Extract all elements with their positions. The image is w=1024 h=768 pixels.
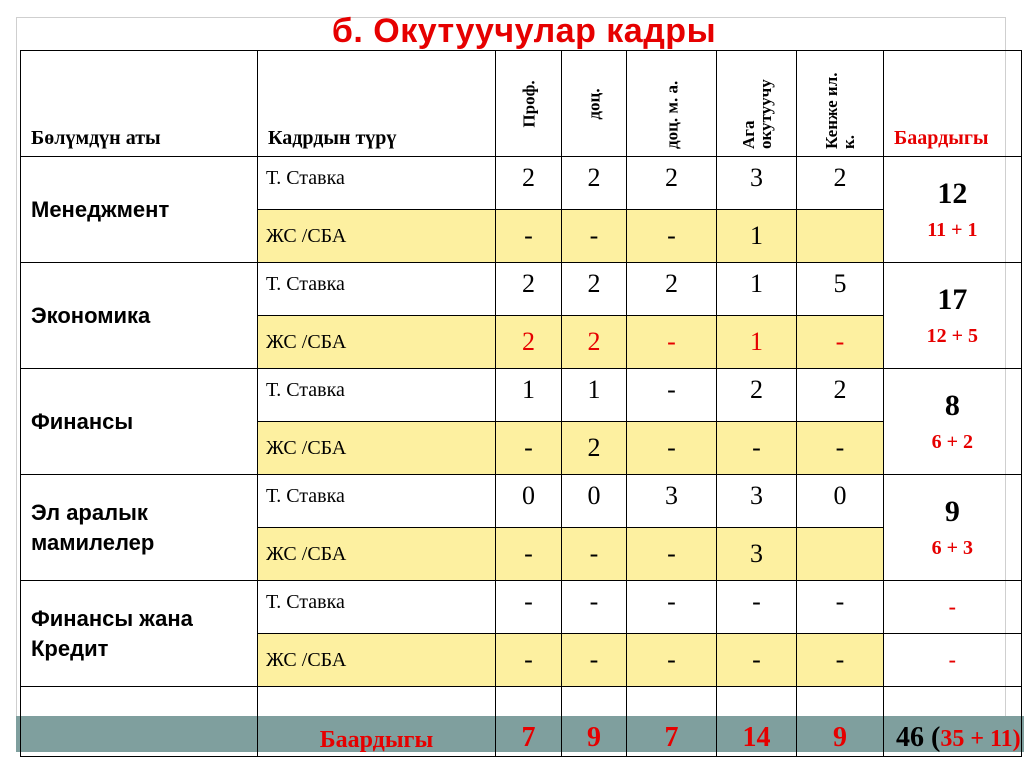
value-cell: 3 — [717, 528, 797, 581]
summary-label: Баардыгы — [258, 687, 496, 757]
header-kenje-cell — [797, 51, 884, 157]
value-cell: - — [797, 581, 884, 634]
value-cell: 1 — [562, 369, 627, 422]
type-label: Т. Ставка — [258, 157, 496, 210]
value-cell: - — [496, 634, 562, 687]
value-cell: - — [797, 634, 884, 687]
header-total: Баардыгы — [884, 51, 1022, 157]
summary-empty-cell — [21, 687, 258, 757]
value-cell: - — [717, 581, 797, 634]
dept-total: 17 — [937, 283, 968, 316]
value-cell: 3 — [717, 157, 797, 210]
type-label: Т. Ставка — [258, 263, 496, 316]
table-row — [21, 369, 1022, 422]
grand-total-breakdown: 35 + 11) — [940, 726, 1021, 752]
table-row — [21, 581, 1022, 634]
value-cell: - — [797, 422, 884, 475]
value-cell: 2 — [627, 157, 717, 210]
dept-total: 9 — [944, 495, 960, 528]
dept-total-cell — [884, 263, 1022, 369]
value-cell: 2 — [562, 157, 627, 210]
dept-total-cell — [884, 369, 1022, 475]
header-aga: Ага окутуучу — [738, 79, 775, 149]
value-cell: 2 — [562, 422, 627, 475]
value-cell: 2 — [797, 369, 884, 422]
type-label: ЖС /СБА — [258, 422, 496, 475]
value-cell: - — [562, 581, 627, 634]
value-cell: - — [627, 369, 717, 422]
summary-value: 7 — [496, 687, 562, 757]
type-label: ЖС /СБА — [258, 528, 496, 581]
summary-value: 7 — [627, 687, 717, 757]
value-cell: - — [496, 528, 562, 581]
slide-title: б. Окутуучулар кадры — [331, 12, 717, 50]
summary-value: 9 — [797, 687, 884, 757]
dept-breakdown: 6 + 2 — [931, 431, 974, 453]
type-label: Т. Ставка — [258, 581, 496, 634]
value-cell: 2 — [496, 316, 562, 369]
dept-total: 8 — [944, 389, 960, 422]
value-cell: 2 — [496, 263, 562, 316]
value-cell: 0 — [496, 475, 562, 528]
value-cell: - — [627, 528, 717, 581]
value-cell — [797, 528, 884, 581]
staff-table — [20, 50, 1022, 757]
grand-total: 46 ( — [896, 722, 941, 753]
summary-row — [21, 687, 1022, 757]
value-cell: 5 — [797, 263, 884, 316]
value-cell: 1 — [717, 316, 797, 369]
value-cell: - — [717, 422, 797, 475]
header-type: Кадрдын түрү — [258, 51, 496, 157]
type-label: ЖС /СБА — [258, 634, 496, 687]
value-cell: 1 — [496, 369, 562, 422]
header-dots-ma-cell — [627, 51, 717, 157]
header-dots: доц. — [584, 88, 604, 120]
value-cell: - — [562, 210, 627, 263]
dept-total-cell — [884, 475, 1022, 581]
header-row — [21, 51, 1022, 157]
table-row — [21, 263, 1022, 316]
dept-name: Экономика — [21, 263, 258, 369]
header-aga-cell — [717, 51, 797, 157]
value-cell: 0 — [562, 475, 627, 528]
value-cell: - — [797, 316, 884, 369]
value-cell — [797, 210, 884, 263]
value-cell: 3 — [627, 475, 717, 528]
value-cell: 2 — [562, 316, 627, 369]
value-cell: 2 — [562, 263, 627, 316]
value-cell: - — [562, 528, 627, 581]
value-cell: 0 — [797, 475, 884, 528]
value-cell: - — [562, 634, 627, 687]
header-prof: Проф. — [519, 80, 538, 128]
header-prof-cell — [496, 51, 562, 157]
summary-value: 14 — [717, 687, 797, 757]
dept-name: Финансы — [21, 369, 258, 475]
header-dots-cell — [562, 51, 627, 157]
value-cell: - — [627, 210, 717, 263]
dept-breakdown: 6 + 3 — [931, 537, 974, 559]
value-cell: - — [496, 210, 562, 263]
dept-total-cell — [884, 157, 1022, 263]
grand-total-cell — [884, 687, 1022, 757]
dept-breakdown: 11 + 1 — [927, 219, 978, 241]
value-cell: - — [496, 422, 562, 475]
summary-value: 9 — [562, 687, 627, 757]
dept-name: Эл аралык мамилелер — [21, 475, 258, 581]
type-label: ЖС /СБА — [258, 210, 496, 263]
value-cell: - — [496, 581, 562, 634]
value-cell: 1 — [717, 263, 797, 316]
value-cell: 2 — [496, 157, 562, 210]
table-row — [21, 157, 1022, 210]
header-dots-ma: доц. м. а. — [662, 80, 681, 149]
value-cell: 1 — [717, 210, 797, 263]
header-dept: Бөлүмдүн аты — [21, 51, 258, 157]
dept-breakdown: 12 + 5 — [926, 325, 979, 347]
value-cell: - — [627, 316, 717, 369]
value-cell: - — [627, 634, 717, 687]
dept-name: Финансы жана Кредит — [21, 581, 258, 687]
value-cell: 2 — [797, 157, 884, 210]
value-cell: 2 — [627, 263, 717, 316]
type-label: Т. Ставка — [258, 475, 496, 528]
dept-name: Менеджмент — [21, 157, 258, 263]
value-cell: - — [717, 634, 797, 687]
table-row — [21, 475, 1022, 528]
dept-total: - — [884, 581, 1022, 634]
dept-total: - — [884, 634, 1022, 687]
value-cell: 3 — [717, 475, 797, 528]
type-label: Т. Ставка — [258, 369, 496, 422]
type-label: ЖС /СБА — [258, 316, 496, 369]
value-cell: 2 — [717, 369, 797, 422]
value-cell: - — [627, 422, 717, 475]
dept-total: 12 — [937, 177, 968, 210]
value-cell: - — [627, 581, 717, 634]
header-kenje: Кенже ил. к. — [822, 72, 858, 149]
